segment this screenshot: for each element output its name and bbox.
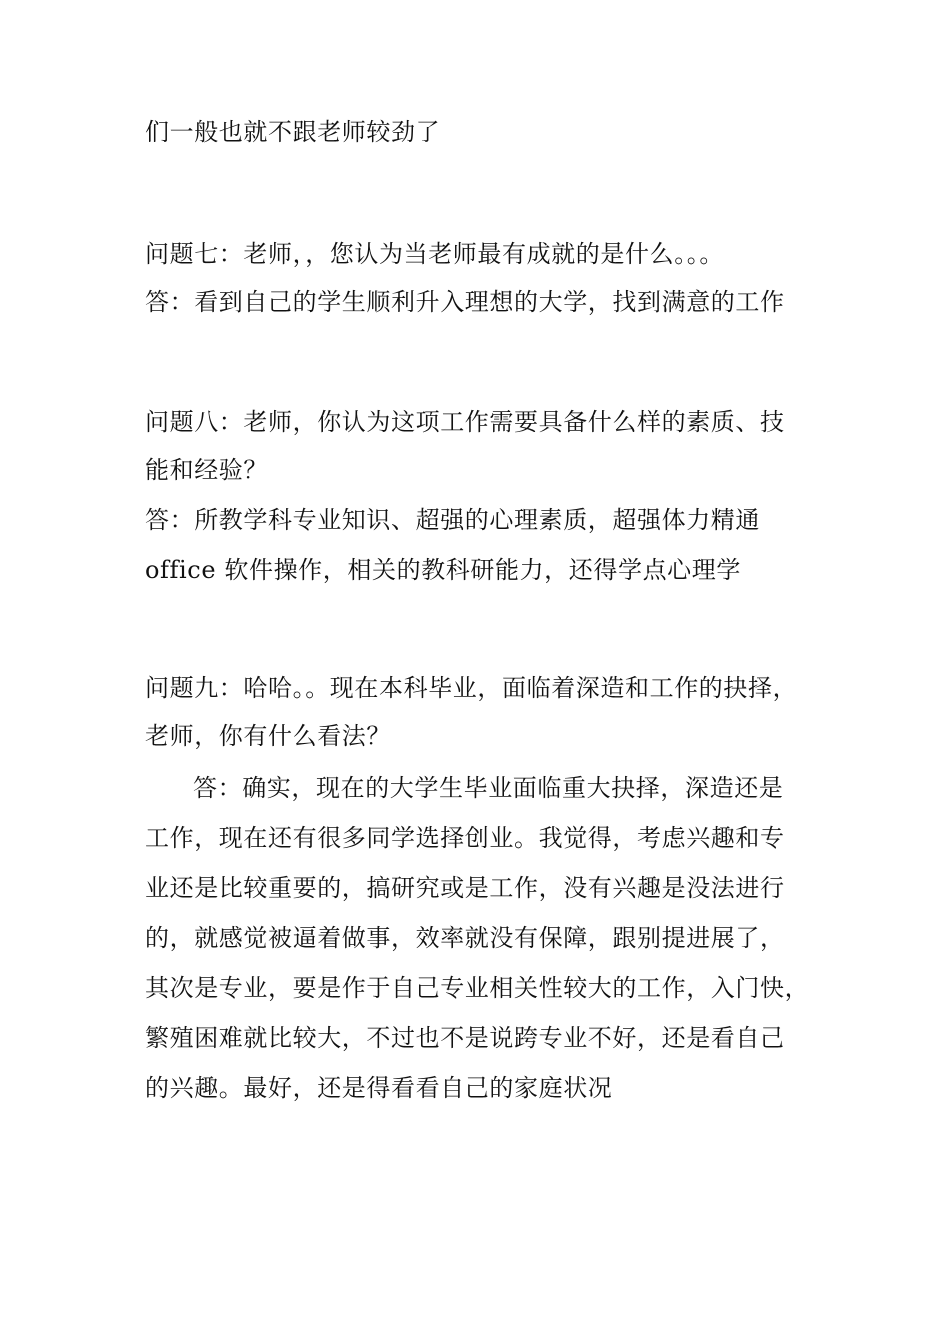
text-line-continuation: 们一般也就不跟老师较劲了 [145, 118, 441, 146]
question-8-line-1: 问题八：老师，你认为这项工作需要具备什么样的素质、技 [145, 408, 785, 436]
answer-9-line-3: 业还是比较重要的，搞研究或是工作，没有兴趣是没法进行 [145, 874, 785, 902]
answer-9-line-2: 工作，现在还有很多同学选择创业。我觉得，考虑兴趣和专 [145, 824, 785, 852]
question-7: 问题七：老师，，您认为当老师最有成就的是什么。。。 [145, 240, 724, 268]
answer-9-line-6: 繁殖困难就比较大，不过也不是说跨专业不好，还是看自己 [145, 1024, 785, 1052]
answer-8-line-2: office 软件操作，相关的教科研能力，还得学点心理学 [145, 556, 741, 584]
question-9-line-1: 问题九：哈哈。。现在本科毕业，面临着深造和工作的抉择， [145, 674, 798, 702]
answer-8-line-1: 答：所教学科专业知识、超强的心理素质，超强体力精通 [145, 506, 760, 534]
answer-9-line-7: 的兴趣。最好，还是得看看自己的家庭状况 [145, 1074, 613, 1102]
question-9-line-2: 老师，你有什么看法？ [145, 722, 391, 750]
answer-9-line-1: 答：确实，现在的大学生毕业面临重大抉择，深造还是 [193, 774, 784, 802]
answer-9-line-4: 的，就感觉被逼着做事，效率就没有保障，跟别提进展了， [145, 924, 785, 952]
question-8-line-2: 能和经验？ [145, 456, 268, 484]
answer-7: 答：看到自己的学生顺利升入理想的大学，找到满意的工作 [145, 288, 785, 316]
answer-9-line-5: 其次是专业，要是作于自己专业相关性较大的工作，入门快， [145, 974, 810, 1002]
